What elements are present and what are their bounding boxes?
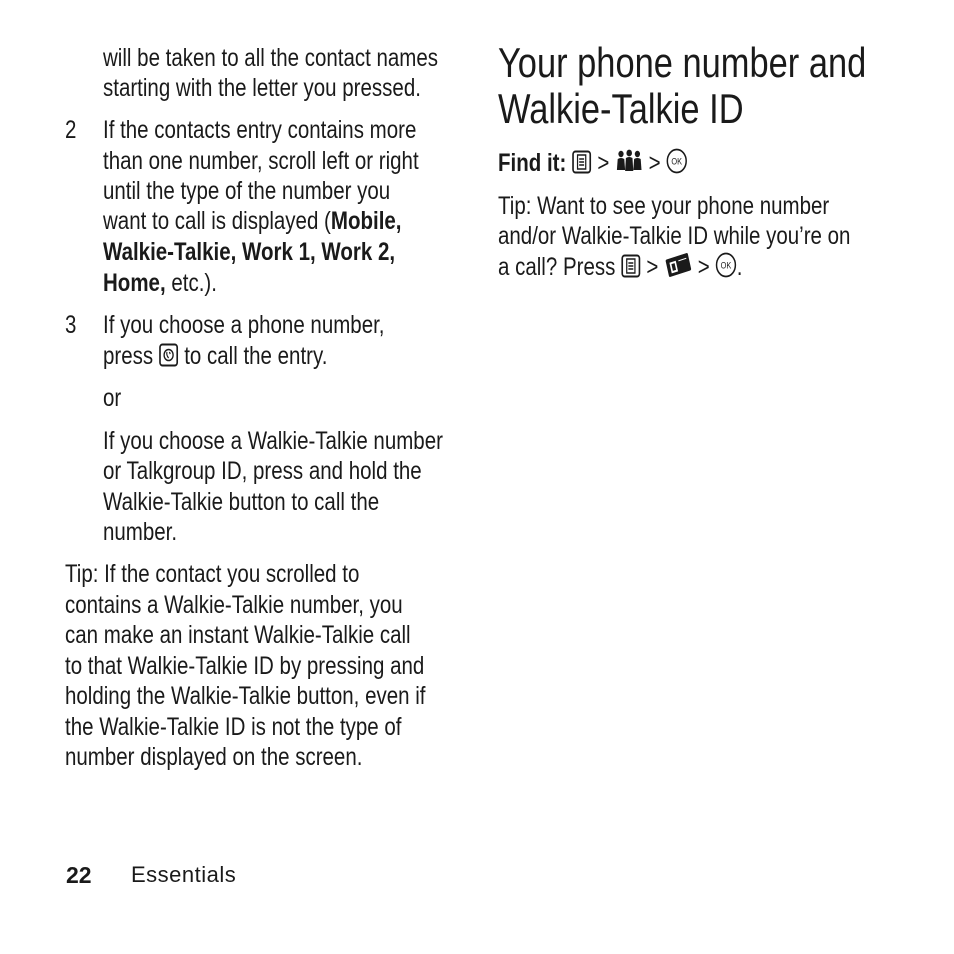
right-tip-line-3: a call? Press > > OK .	[498, 252, 796, 285]
tip-line-3: can make an instant Walkie-Talkie call	[65, 621, 411, 649]
section-heading-line-2: Walkie-Talkie ID	[498, 85, 744, 132]
menu-key-icon	[572, 150, 592, 181]
step-2-line-1: If the contacts entry contains more	[103, 116, 417, 144]
tip-line-1: Tip: If the contact you scrolled to	[65, 560, 360, 588]
path-separator: >	[697, 253, 710, 281]
find-it-path	[498, 148, 729, 181]
step-3-line-1: If you choose a phone number,	[103, 311, 385, 339]
step-3-alt-line-3: Walkie-Talkie button to call the	[103, 488, 380, 516]
tip-line-4: to that Walkie-Talkie ID by pressing and	[65, 652, 425, 680]
section-heading-line-1: Your phone number and	[498, 39, 867, 86]
option-home: Home,	[103, 269, 166, 297]
tip-line-5: holding the Walkie-Talkie button, even if	[65, 682, 426, 710]
step-2-line-5: Walkie-Talkie, Work 1, Work 2,	[103, 238, 396, 266]
step-2-line-4: want to call is displayed (Mobile,	[103, 207, 402, 235]
option-mobile: Mobile,	[330, 207, 402, 235]
step-2-line-6: Home, etc.).	[103, 269, 217, 297]
my-info-card-icon	[664, 252, 692, 285]
call-key-icon	[159, 343, 179, 374]
step-3-number: 3	[65, 311, 77, 339]
step-3-alt-line-4: number.	[103, 518, 178, 546]
ok-key-icon	[715, 252, 736, 285]
section-name: Essentials	[131, 862, 237, 887]
intro-line-1: will be taken to all the contact names	[103, 44, 439, 72]
tip-line-7: number displayed on the screen.	[65, 743, 363, 771]
tip-line-6: the Walkie-Talkie ID is not the type of	[65, 713, 402, 741]
path-separator: >	[597, 149, 610, 177]
step-3-or: or	[103, 384, 122, 412]
step-2-number: 2	[65, 116, 77, 144]
step-3-line-2: press to call the entry.	[103, 341, 377, 374]
right-tip-line-2: and/or Walkie-Talkie ID while you’re on	[498, 222, 851, 250]
page-number: 22	[66, 862, 92, 888]
right-tip-line-1: Tip: Want to see your phone number	[498, 192, 830, 220]
path-separator: >	[648, 149, 661, 177]
step-3-alt-line-1: If you choose a Walkie-Talkie number	[103, 427, 443, 455]
svg-text:OK: OK	[720, 260, 732, 271]
path-separator: >	[646, 253, 659, 281]
tip-line-2: contains a Walkie-Talkie number, you	[65, 591, 403, 619]
step-2-line-2: than one number, scroll left or right	[103, 147, 419, 175]
svg-text:OK: OK	[671, 156, 683, 167]
step-3-alt-line-2: or Talkgroup ID, press and hold the	[103, 457, 422, 485]
menu-key-icon	[621, 254, 641, 285]
intro-line-2: starting with the letter you pressed.	[103, 74, 421, 102]
find-it-label: Find it:	[498, 149, 567, 177]
contacts-people-icon	[615, 148, 643, 181]
step-2-line-3: until the type of the number you	[103, 177, 391, 205]
ok-key-icon	[666, 148, 687, 181]
